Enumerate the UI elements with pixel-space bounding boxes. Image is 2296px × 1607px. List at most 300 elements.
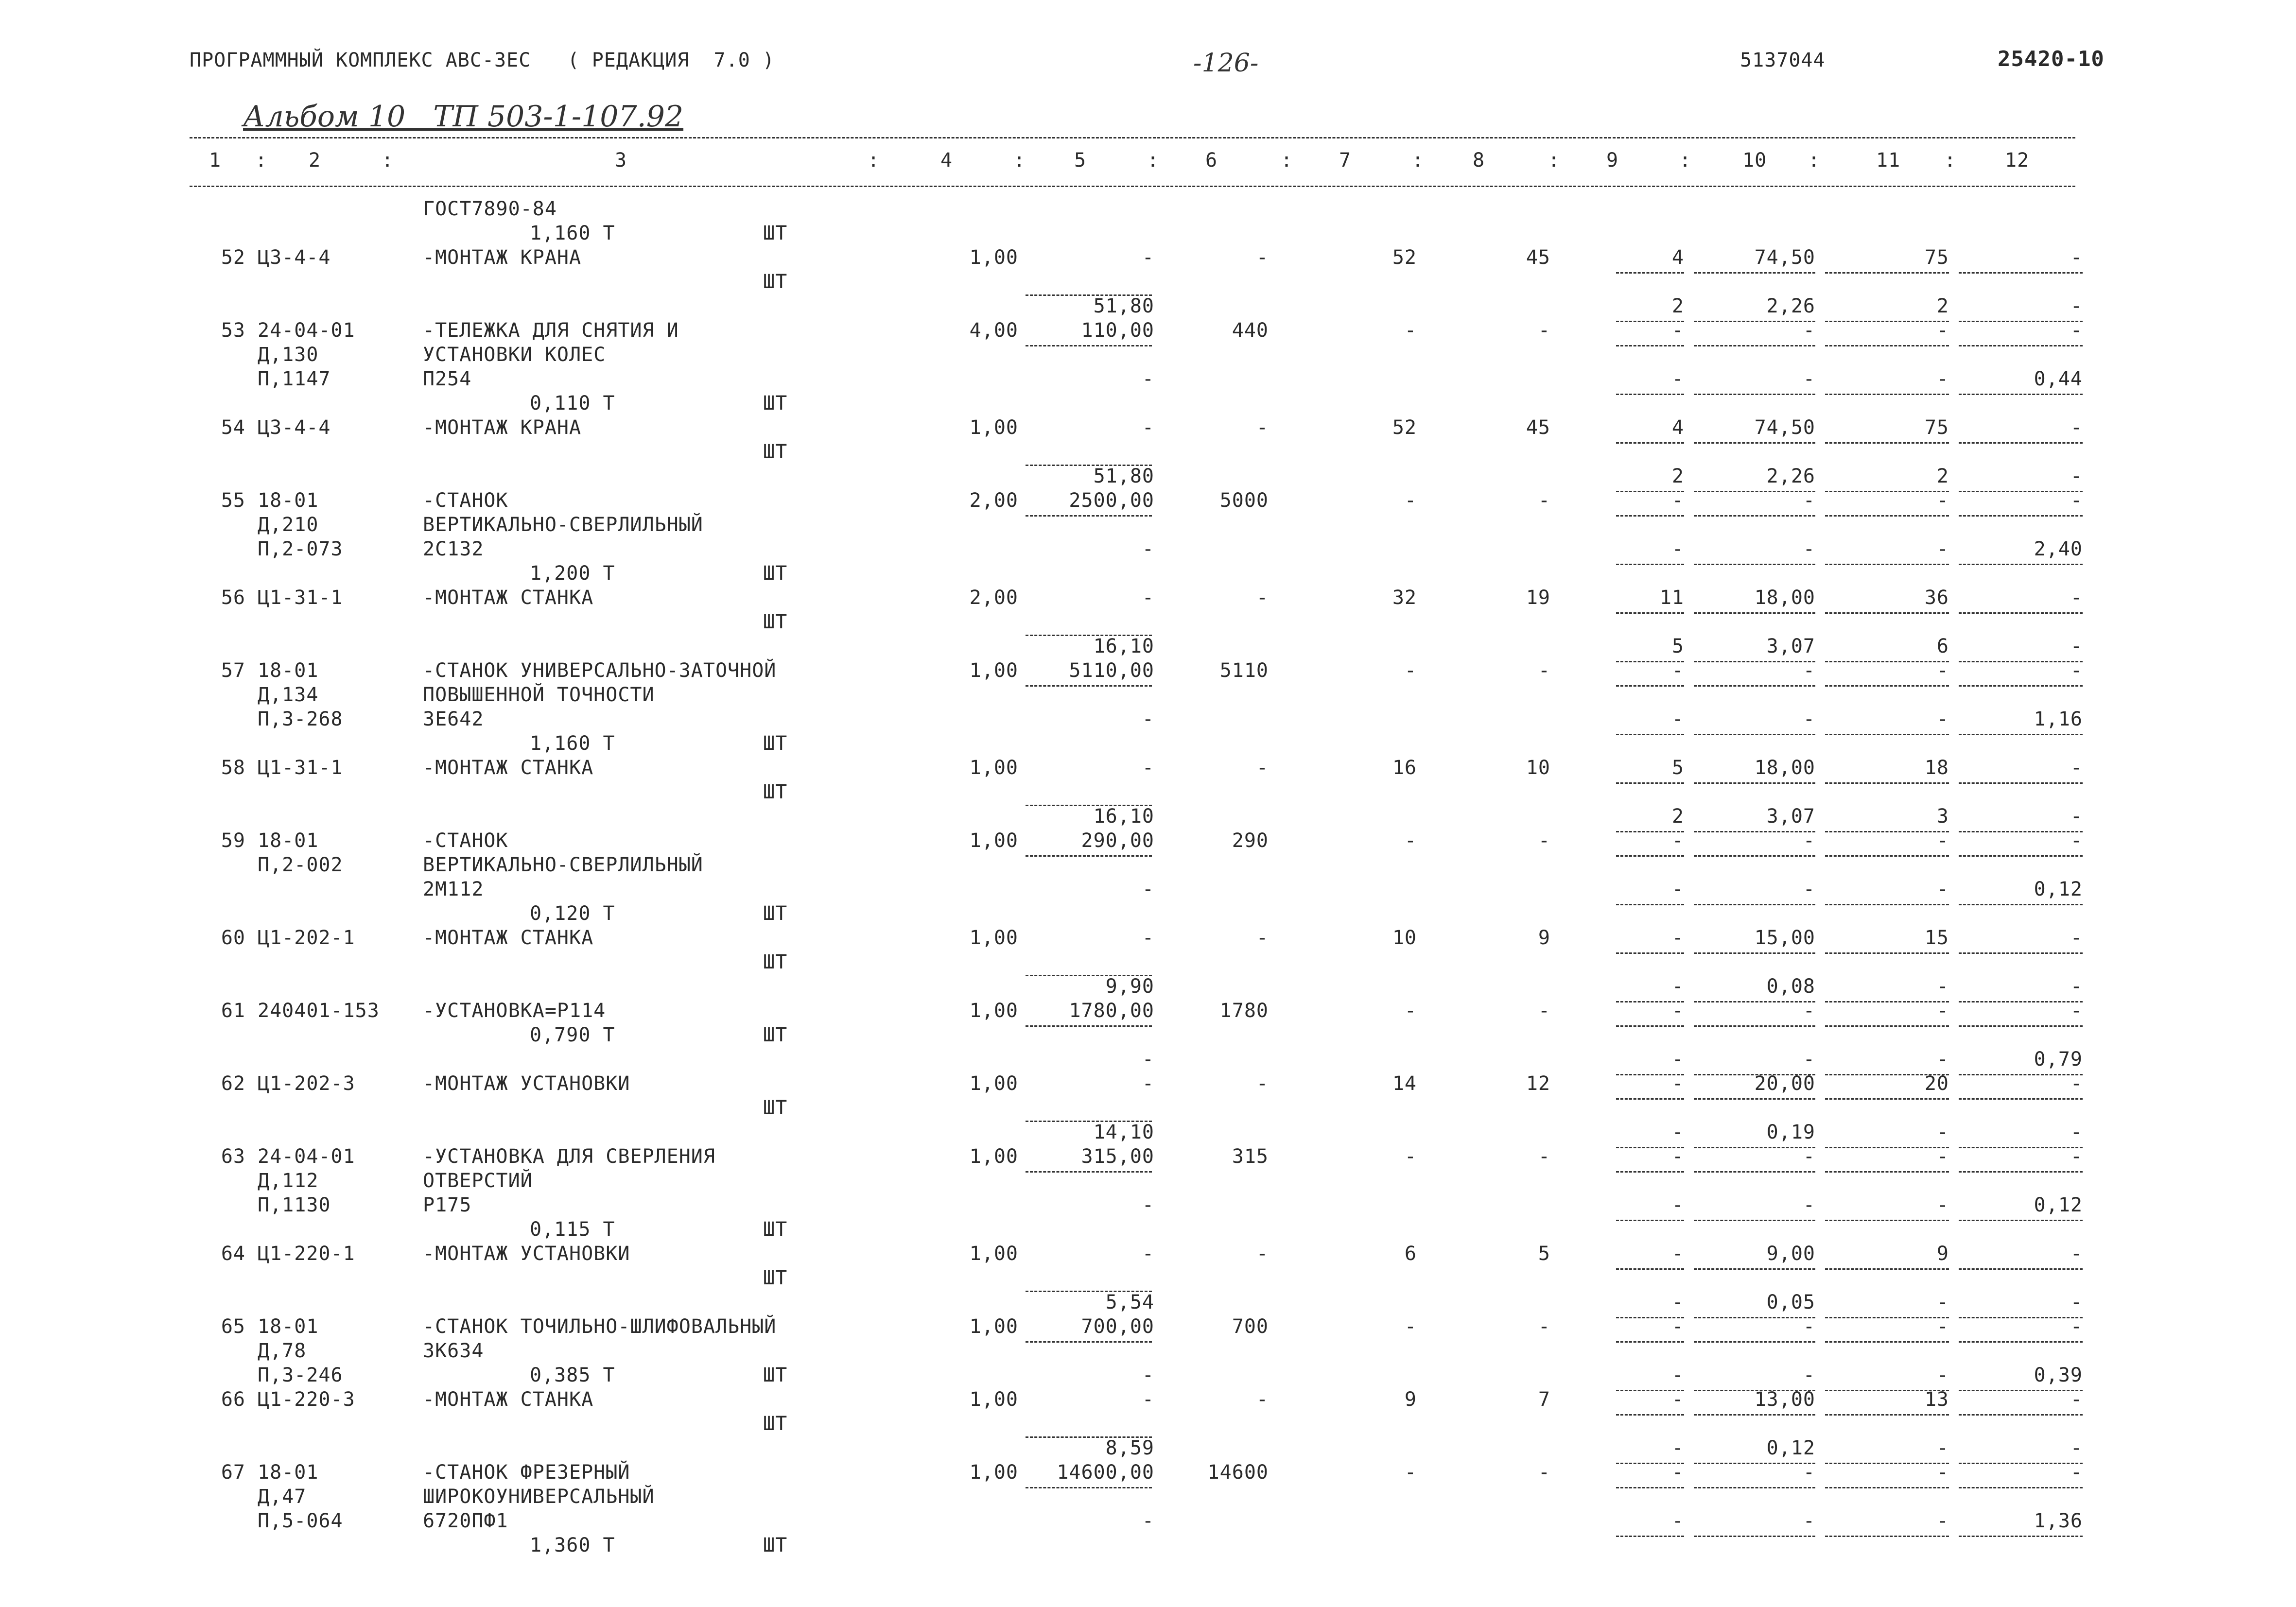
col9-value: -: [1671, 1510, 1684, 1532]
col9-value: -: [1671, 659, 1684, 682]
unit: ШТ: [763, 1364, 788, 1386]
row-number: 62: [221, 1072, 245, 1095]
col12-value: -: [2070, 975, 2083, 998]
dashed-underline: [1694, 1171, 1815, 1174]
rate-code: П,2-073: [258, 538, 343, 560]
col8-value: -: [1538, 1000, 1550, 1022]
quantity: 1,00: [969, 659, 1018, 682]
document-code: 5137044: [1740, 49, 1826, 71]
unit-price: 5,54: [1105, 1291, 1154, 1313]
description: ВЕРТИКАЛЬНО-СВЕРЛИЛЬНЫЙ: [423, 514, 703, 536]
unit-price: -: [1142, 1072, 1154, 1095]
col8-value: -: [1538, 659, 1550, 682]
unit-price: -: [1142, 1194, 1154, 1216]
column-separator: :: [1147, 149, 1160, 172]
dashed-underline: [1825, 1341, 1949, 1344]
col12-value: -: [2070, 829, 2083, 852]
description: ГОСТ7890-84: [423, 198, 557, 220]
quantity: 1,00: [969, 927, 1018, 949]
col11-value: 3: [1936, 805, 1949, 828]
unit: ШТ: [763, 392, 788, 415]
description: 1,360 Т: [530, 1534, 615, 1556]
col7-value: 32: [1392, 587, 1417, 609]
unit-price: 2500,00: [1069, 489, 1154, 512]
description: -СТАНОК УНИВЕРСАЛЬНО-ЗАТОЧНОЙ: [423, 659, 777, 682]
description: 0,385 Т: [530, 1364, 615, 1386]
col9-value: 2: [1671, 465, 1684, 487]
col7-value: 52: [1392, 246, 1417, 269]
dashed-underline: [1959, 515, 2083, 518]
dashed-underline: [1616, 272, 1684, 275]
col9-value: 11: [1659, 587, 1684, 609]
row-number: 58: [221, 757, 245, 779]
dashed-underline: [1825, 345, 1949, 348]
col9-value: 4: [1671, 416, 1684, 439]
description: 0,790 Т: [530, 1024, 615, 1046]
col7-value: 9: [1404, 1388, 1417, 1411]
total-cost: 14600: [1207, 1461, 1269, 1484]
unit: ШТ: [763, 732, 788, 755]
total-cost: -: [1256, 927, 1269, 949]
col12-value: -: [2070, 489, 2083, 512]
unit-price: 14,10: [1093, 1121, 1154, 1143]
dashed-underline: [1825, 734, 1949, 737]
quantity: 1,00: [969, 246, 1018, 269]
col11-value: -: [1936, 1000, 1949, 1022]
unit-price: 51,80: [1093, 465, 1154, 487]
col7-value: -: [1404, 1145, 1417, 1168]
unit: ШТ: [763, 1267, 788, 1289]
total-cost: -: [1256, 587, 1269, 609]
col7-value: 16: [1392, 757, 1417, 779]
col9-value: -: [1671, 1048, 1684, 1071]
col8-value: 7: [1538, 1388, 1550, 1411]
dashed-underline: [1694, 1536, 1815, 1538]
col9-value: -: [1671, 538, 1684, 560]
dashed-underline: [1825, 1171, 1949, 1174]
dashed-underline: [1694, 1098, 1815, 1101]
unit-price: -: [1142, 416, 1154, 439]
col11-value: 36: [1924, 587, 1949, 609]
rate-code: П,3-246: [258, 1364, 343, 1386]
rate-code: 240401-153: [258, 1000, 380, 1022]
col8-value: 45: [1526, 246, 1550, 269]
column-header-2: 2: [309, 149, 321, 172]
col12-value: -: [2070, 1437, 2083, 1459]
dashed-underline: [1825, 904, 1949, 907]
dashed-underline: [1959, 1098, 2083, 1101]
unit-price: 16,10: [1093, 635, 1154, 657]
col11-value: -: [1936, 708, 1949, 730]
col9-value: -: [1671, 708, 1684, 730]
col10-value: -: [1803, 368, 1815, 390]
col7-value: -: [1404, 1000, 1417, 1022]
col10-value: 0,12: [1766, 1437, 1815, 1459]
album-title: Альбом 10 ТП 503-1-107.92: [243, 100, 684, 134]
dashed-underline: [1694, 952, 1815, 955]
col11-value: 2: [1936, 295, 1949, 317]
rate-code: Ц1-31-1: [258, 587, 343, 609]
col9-value: 2: [1671, 805, 1684, 828]
dashed-underline: [1026, 685, 1152, 688]
description: -ТЕЛЕЖКА ДЛЯ СНЯТИЯ И: [423, 319, 679, 342]
column-separator: :: [1548, 149, 1561, 172]
dashed-underline: [1959, 612, 2083, 615]
description: -МОНТАЖ СТАНКА: [423, 927, 594, 949]
dashed-underline: [1694, 782, 1815, 785]
col9-value: -: [1671, 878, 1684, 900]
col12-value: -: [2070, 1000, 2083, 1022]
dashed-underline: [1616, 345, 1684, 348]
unit: ШТ: [763, 781, 788, 803]
col10-value: -: [1803, 1315, 1815, 1338]
unit-price: 8,59: [1105, 1437, 1154, 1459]
col10-value: 74,50: [1754, 246, 1815, 269]
dashed-underline: [1616, 1341, 1684, 1344]
dashed-underline: [1026, 1171, 1152, 1174]
unit-price: 700,00: [1081, 1315, 1154, 1338]
column-header-5: 5: [1074, 149, 1087, 172]
unit-price: 16,10: [1093, 805, 1154, 828]
col12-value: 0,12: [2034, 878, 2083, 900]
col11-value: -: [1936, 1510, 1949, 1532]
description: -СТАНОК: [423, 829, 508, 852]
dashed-underline: [1616, 1487, 1684, 1490]
dashed-underline: [1959, 855, 2083, 858]
dashed-underline: [1959, 685, 2083, 688]
col10-value: 18,00: [1754, 757, 1815, 779]
dashed-underline: [1616, 612, 1684, 615]
total-cost: 440: [1232, 319, 1269, 342]
unit-price: 5110,00: [1069, 659, 1154, 682]
dashed-underline: [1694, 564, 1815, 567]
dashed-underline: [1959, 345, 2083, 348]
dashed-underline: [1694, 1341, 1815, 1344]
rate-code: Ц1-220-1: [258, 1243, 355, 1265]
col12-value: -: [2070, 319, 2083, 342]
col11-value: 9: [1936, 1243, 1949, 1265]
col10-value: 0,08: [1766, 975, 1815, 998]
col7-value: -: [1404, 319, 1417, 342]
rate-code: Ц1-202-3: [258, 1072, 355, 1095]
dashed-underline: [1825, 515, 1949, 518]
rate-code: П,5-064: [258, 1510, 343, 1532]
rate-code: Д,134: [258, 684, 319, 706]
col9-value: -: [1671, 829, 1684, 852]
column-header-7: 7: [1339, 149, 1352, 172]
col9-value: -: [1671, 927, 1684, 949]
dashed-underline: [1825, 782, 1949, 785]
rate-code: П,3-268: [258, 708, 343, 730]
dashed-underline: [1616, 1268, 1684, 1271]
description: 1,160 Т: [530, 222, 615, 244]
unit-price: -: [1142, 587, 1154, 609]
quantity: 1,00: [969, 1315, 1018, 1338]
dashed-underline: [1694, 272, 1815, 275]
col12-value: -: [2070, 635, 2083, 657]
col10-value: -: [1803, 489, 1815, 512]
dashed-underline: [1694, 515, 1815, 518]
dashed-underline: [1825, 442, 1949, 445]
description: ШИРОКОУНИВЕРСАЛЬНЫЙ: [423, 1486, 655, 1508]
quantity: 1,00: [969, 829, 1018, 852]
col10-value: 0,05: [1766, 1291, 1815, 1313]
dashed-underline: [1825, 1220, 1949, 1223]
quantity: 2,00: [969, 489, 1018, 512]
total-cost: -: [1256, 246, 1269, 269]
col11-value: 20: [1924, 1072, 1949, 1095]
description: Р175: [423, 1194, 472, 1216]
row-number: 53: [221, 319, 245, 342]
col9-value: -: [1671, 1121, 1684, 1143]
col10-value: -: [1803, 1000, 1815, 1022]
unit: ШТ: [763, 951, 788, 973]
col11-value: -: [1936, 1048, 1949, 1071]
col7-value: 10: [1392, 927, 1417, 949]
total-cost: -: [1256, 1388, 1269, 1411]
unit: ШТ: [763, 441, 788, 463]
description: ПОВЫШЕННОЙ ТОЧНОСТИ: [423, 684, 655, 706]
dashed-underline: [1694, 855, 1815, 858]
description: -МОНТАЖ КРАНА: [423, 416, 582, 439]
col10-value: 2,26: [1766, 295, 1815, 317]
dashed-underline: [1959, 1025, 2083, 1028]
description: П254: [423, 368, 472, 390]
row-number: 52: [221, 246, 245, 269]
dashed-underline: [1825, 1487, 1949, 1490]
col7-value: -: [1404, 829, 1417, 852]
dashed-underline: [1616, 1025, 1684, 1028]
quantity: 1,00: [969, 1072, 1018, 1095]
row-number: 61: [221, 1000, 245, 1022]
col10-value: 2,26: [1766, 465, 1815, 487]
col10-value: -: [1803, 1364, 1815, 1386]
col8-value: -: [1538, 319, 1550, 342]
description: -МОНТАЖ КРАНА: [423, 246, 582, 269]
rate-code: 24-04-01: [258, 319, 355, 342]
rate-code: Ц1-202-1: [258, 927, 355, 949]
description: -МОНТАЖ УСТАНОВКИ: [423, 1072, 630, 1095]
column-separator: :: [255, 149, 268, 172]
dashed-underline: [1694, 1268, 1815, 1271]
col11-value: -: [1936, 1121, 1949, 1143]
quantity: 2,00: [969, 587, 1018, 609]
row-number: 54: [221, 416, 245, 439]
col12-value: -: [2070, 1121, 2083, 1143]
unit: ШТ: [763, 271, 788, 293]
column-separator: :: [1281, 149, 1293, 172]
quantity: 1,00: [969, 1243, 1018, 1265]
unit: ШТ: [763, 1097, 788, 1119]
total-cost: -: [1256, 1243, 1269, 1265]
description: 0,110 Т: [530, 392, 615, 415]
col11-value: 6: [1936, 635, 1949, 657]
dashed-underline: [1694, 442, 1815, 445]
col12-value: 1,16: [2034, 708, 2083, 730]
rate-code: Д,210: [258, 514, 319, 536]
dashed-underline: [1825, 1025, 1949, 1028]
dashed-underline: [1616, 1414, 1684, 1417]
col11-value: -: [1936, 1364, 1949, 1386]
col12-value: -: [2070, 465, 2083, 487]
col7-value: 14: [1392, 1072, 1417, 1095]
col10-value: 3,07: [1766, 635, 1815, 657]
col8-value: 9: [1538, 927, 1550, 949]
dashed-underline: [1026, 1341, 1152, 1344]
col11-value: -: [1936, 1461, 1949, 1484]
col10-value: -: [1803, 829, 1815, 852]
col11-value: -: [1936, 1291, 1949, 1313]
description: -УСТАНОВКА ДЛЯ СВЕРЛЕНИЯ: [423, 1145, 715, 1168]
rate-code: П,2-002: [258, 854, 343, 876]
dashed-underline: [1825, 1268, 1949, 1271]
col11-value: 75: [1924, 246, 1949, 269]
col8-value: -: [1538, 1145, 1550, 1168]
col7-value: -: [1404, 489, 1417, 512]
description: 0,115 Т: [530, 1218, 615, 1241]
description: 1,200 Т: [530, 562, 615, 585]
col12-value: -: [2070, 1243, 2083, 1265]
unit-price: -: [1142, 708, 1154, 730]
dashed-underline: [1616, 1220, 1684, 1223]
total-cost: 700: [1232, 1315, 1269, 1338]
description: 6720ПФ1: [423, 1510, 508, 1532]
col12-value: -: [2070, 295, 2083, 317]
total-cost: 315: [1232, 1145, 1269, 1168]
dashed-underline: [1694, 1220, 1815, 1223]
col10-value: 18,00: [1754, 587, 1815, 609]
dashed-underline: [1959, 1171, 2083, 1174]
col8-value: 12: [1526, 1072, 1550, 1095]
col11-value: -: [1936, 829, 1949, 852]
unit: ШТ: [763, 611, 788, 633]
dashed-underline: [1616, 734, 1684, 737]
dashed-underline: [1616, 855, 1684, 858]
row-number: 55: [221, 489, 245, 512]
unit-price: -: [1142, 1048, 1154, 1071]
column-header-11: 11: [1876, 149, 1901, 172]
col10-value: 15,00: [1754, 927, 1815, 949]
total-cost: 5000: [1219, 489, 1269, 512]
col12-value: -: [2070, 1315, 2083, 1338]
dashed-underline: [1959, 1487, 2083, 1490]
quantity: 1,00: [969, 1145, 1018, 1168]
col9-value: 5: [1671, 757, 1684, 779]
col9-value: -: [1671, 1243, 1684, 1265]
unit-price: 51,80: [1093, 295, 1154, 317]
dashed-underline: [1959, 904, 2083, 907]
col9-value: 5: [1671, 635, 1684, 657]
dashed-underline: [1825, 952, 1949, 955]
row-number: 66: [221, 1388, 245, 1411]
col12-value: 1,36: [2034, 1510, 2083, 1532]
unit: ШТ: [763, 1413, 788, 1435]
col10-value: -: [1803, 538, 1815, 560]
page-number: -126-: [1193, 49, 1259, 78]
col7-value: 6: [1404, 1243, 1417, 1265]
description: -СТАНОК ТОЧИЛЬНО-ШЛИФОВАЛЬНЫЙ: [423, 1315, 777, 1338]
dashed-underline: [1616, 564, 1684, 567]
dashed-underline: [1959, 442, 2083, 445]
total-cost: -: [1256, 1072, 1269, 1095]
total-cost: 1780: [1219, 1000, 1269, 1022]
dashed-underline: [1616, 1171, 1684, 1174]
col11-value: -: [1936, 319, 1949, 342]
dashed-underline: [1825, 1414, 1949, 1417]
dashed-underline: [1616, 442, 1684, 445]
unit-price: 315,00: [1081, 1145, 1154, 1168]
program-header: ПРОГРАММНЫЙ КОМПЛЕКС АВС-3ЕС ( РЕДАКЦИЯ 7.0 ): [190, 49, 775, 71]
col12-value: -: [2070, 587, 2083, 609]
col9-value: -: [1671, 489, 1684, 512]
col7-value: -: [1404, 1461, 1417, 1484]
rate-code: Ц1-31-1: [258, 757, 343, 779]
col9-value: -: [1671, 1461, 1684, 1484]
dashed-underline: [1825, 564, 1949, 567]
col11-value: 2: [1936, 465, 1949, 487]
column-separator: :: [868, 149, 880, 172]
column-header-6: 6: [1205, 149, 1218, 172]
unit: ШТ: [763, 222, 788, 244]
rate-code: 18-01: [258, 829, 319, 852]
col8-value: -: [1538, 829, 1550, 852]
col10-value: -: [1803, 1145, 1815, 1168]
col9-value: 4: [1671, 246, 1684, 269]
col11-value: 13: [1924, 1388, 1949, 1411]
col12-value: -: [2070, 1461, 2083, 1484]
dashed-underline: [1026, 1487, 1152, 1490]
description: ВЕРТИКАЛЬНО-СВЕРЛИЛЬНЫЙ: [423, 854, 703, 876]
col11-value: -: [1936, 1145, 1949, 1168]
col12-value: -: [2070, 1072, 2083, 1095]
dashed-underline: [1825, 1098, 1949, 1101]
col10-value: -: [1803, 1510, 1815, 1532]
dashed-underline: [1959, 1536, 2083, 1538]
col11-value: 75: [1924, 416, 1949, 439]
description: -МОНТАЖ СТАНКА: [423, 1388, 594, 1411]
dashed-underline: [1026, 855, 1152, 858]
dashed-underline: [1959, 394, 2083, 397]
row-number: 56: [221, 587, 245, 609]
rate-code: Д,112: [258, 1170, 319, 1192]
col9-value: -: [1671, 1291, 1684, 1313]
rate-code: 18-01: [258, 489, 319, 512]
col10-value: 3,07: [1766, 805, 1815, 828]
dashed-underline: [1026, 515, 1152, 518]
dashed-underline: [1616, 952, 1684, 955]
col10-value: 74,50: [1754, 416, 1815, 439]
col9-value: -: [1671, 1315, 1684, 1338]
col11-value: -: [1936, 368, 1949, 390]
col12-value: -: [2070, 416, 2083, 439]
col12-value: 0,44: [2034, 368, 2083, 390]
dashed-underline: [1825, 1536, 1949, 1538]
description: -МОНТАЖ СТАНКА: [423, 757, 594, 779]
dashed-underline: [1959, 782, 2083, 785]
dashed-underline: [1959, 1341, 2083, 1344]
description: -МОНТАЖ СТАНКА: [423, 587, 594, 609]
dashed-underline: [1959, 564, 2083, 567]
dashed-underline: [1026, 345, 1152, 348]
description: -УСТАНОВКА=Р114: [423, 1000, 606, 1022]
col8-value: 19: [1526, 587, 1550, 609]
dashed-underline: [1694, 394, 1815, 397]
dashed-underline: [1616, 394, 1684, 397]
description: -МОНТАЖ УСТАНОВКИ: [423, 1243, 630, 1265]
column-separator: :: [1808, 149, 1821, 172]
dashed-underline: [1694, 734, 1815, 737]
unit-price: -: [1142, 1388, 1154, 1411]
